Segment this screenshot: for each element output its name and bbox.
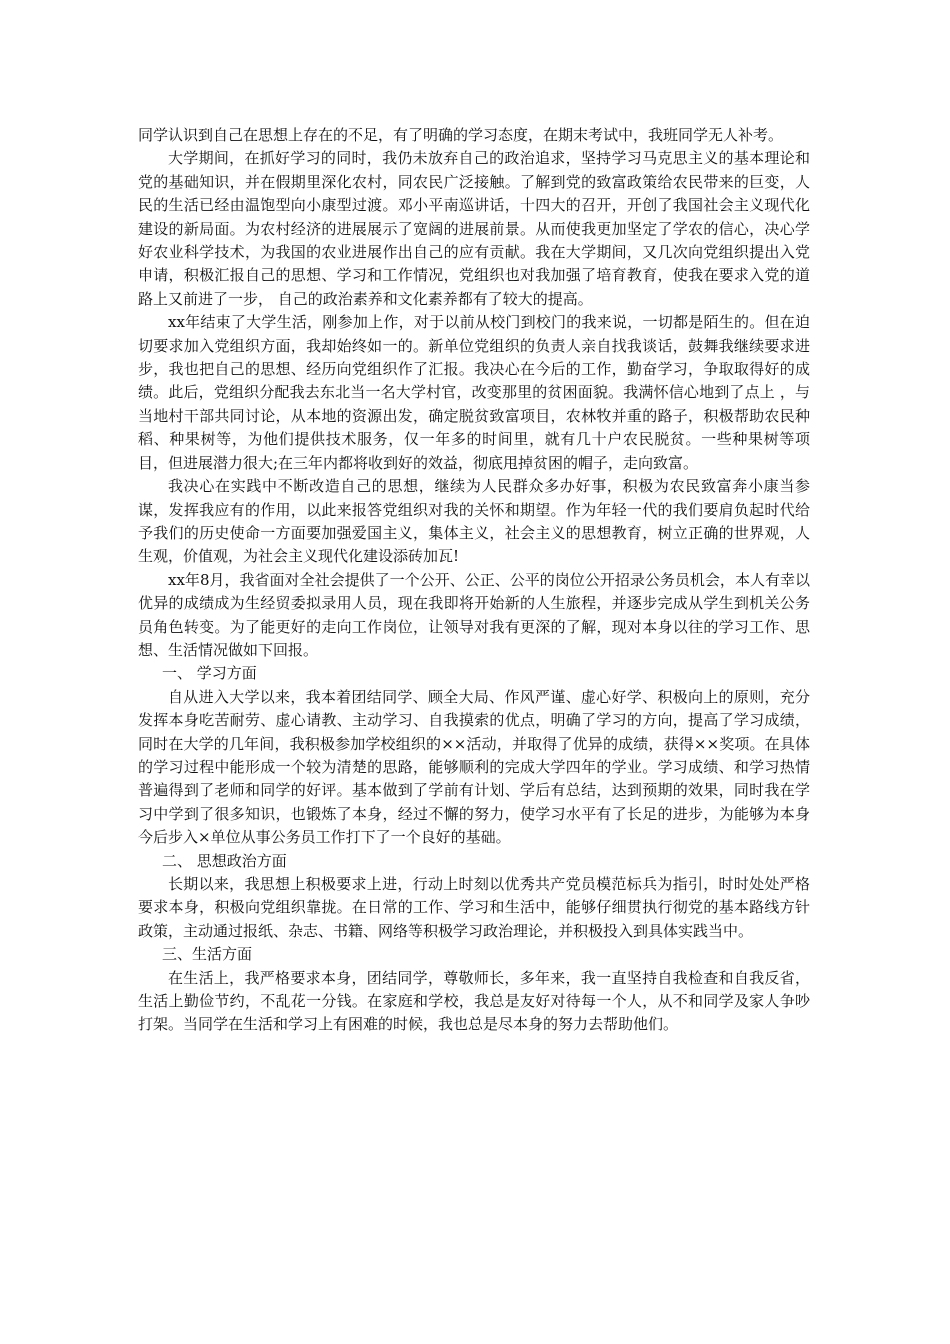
paragraph-life: 在生活上，我严格要求本身，团结同学，尊敬师长，多年来，我一直坚持自我检查和自我反省，生活上勤俭节约，不乱花一分钱。在家庭和学校，我总是友好对待每一个人，从不和同学及家人争吵打架。当同学在生活和学习上有困难的时候，我也总是尽本身的努力去帮助他们。 — [138, 968, 810, 1034]
paragraph-1: 同学认识到自己在思想上存在的不足，有了明确的学习态度，在期末考试中，我班同学无人补考。 — [138, 126, 784, 144]
section-heading-study: 一、 学习方面 — [162, 664, 257, 683]
paragraph-politics: 长期以来，我思想上积极要求上进，行动上时刻以优秀共产党员模范标兵为指引，时时处处严格要求本身，积极向党组织靠拢。在日常的工作、学习和生活中，能够仔细贯执行彻党的基本路线方针政策，主动通过报纸、杂志、书籍、网络等积极学习政治理论，并积极投入到具体实践当中。 — [138, 875, 810, 940]
paragraph-2: 大学期间，在抓好学习的同时，我仍未放弃自己的政治追求，坚持学习马克思主义的基本理论和党的基础知识，并在假期里深化农村，同农民广泛接触。了解到党的致富政策给农民带来的巨变，人民的生活已经由温饱型向小康型过渡。邓小平南巡讲话，十四大的召开，开创了我国社会主义现代化建设的新局面。为农村经济的进展展示了宽阔的进展前景。从而使我更加坚定了学农的信心，决心学好农业科学技术，为我国的农业进展作出自己的应有贡献。我在大学期间，又几次向党组织提出入党申请，积极汇报自己的思想、学习和工作情况，党组织也对我加强了培育教育，使我在要求入党的道路上又前进了一步， 自己的政治素养和文化素养都有了较大的提高。 — [138, 149, 810, 308]
paragraph-5: xx年8月，我省面对全社会提供了一个公开、公正、公平的岗位公开招录公务员机会，本人有幸以优异的成绩成为生经贸委拟录用人员，现在我即将开始新的人生旅程，并逐步完成从学生到机关公务员角色转变。为了能更好的走向工作岗位，让领导对我有更深的了解，现对本身以往的学习工作、思想、生活情况做如下回报。 — [138, 570, 810, 659]
section-heading-politics: 二、 思想政治方面 — [162, 851, 287, 870]
document-body — [138, 124, 810, 1037]
paragraph-4: 我决心在实践中不断改造自己的思想，继续为人民群众多办好事，积极为农民致富奔小康当参谋，发挥我应有的作用，以此来报答党组织对我的关怀和期望。作为年轻一代的我们要肩负起时代给予我们的历史使命一方面要加强爱国主义，集体主义，社会主义的思想教育，树立正确的世界观，人生观，价值观，为社会主义现代化建设添砖加瓦! — [138, 477, 810, 566]
paragraph-3: xx年结束了大学生活，刚参加上作，对于以前从校门到校门的我来说，一切都是陌生的。但在迫切要求加入党组织方面，我却始终如一的。新单位党组织的负责人亲自找我谈话，鼓舞我继续要求进步，我也把自己的思想、经历向党组织作了汇报。我决心在今后的工作，勤奋学习，争取取得好的成绩。此后，党组织分配我去东北当一名大学村官，改变那里的贫困面貌。我满怀信心地到了点上 ，与当地村干部共同讨论，从本地的资源出发，确定脱贫致富项目，农林牧并重的路子，积极帮助农民种稻、种果树等，为他们提供技术服务，仅一年多的时间里，就有几十户农民脱贫。一些种果树等项目，但进展潜力很大;在三年内都将收到好的效益，彻底甩掉贫困的帽子，走向致富。 — [138, 313, 810, 472]
section-heading-life: 三、生活方面 — [162, 945, 253, 964]
paragraph-study: 自从进入大学以来，我本着团结同学、顾全大局、作风严谨、虚心好学、积极向上的原则，充分发挥本身吃苦耐劳、虚心请教、主动学习、自我摸索的优点，明确了学习的方向，提高了学习成绩，同时在大学的几年间，我积极参加学校组织的××活动，并取得了优异的成绩，获得××奖项。在具体的学习过程中能形成一个较为清楚的思路，能够顺利的完成大学四年的学业。学习成绩、和学习热情普遍得到了老师和同学的好评。基本做到了学前有计划、学后有总结，达到预期的效果，同时我在学习中学到了很多知识，也锻炼了本身，经过不懈的努力，使学习水平有了长足的进步，为能够为本身今后步入×单位从事公务员工作打下了一个良好的基础。 — [138, 687, 810, 847]
